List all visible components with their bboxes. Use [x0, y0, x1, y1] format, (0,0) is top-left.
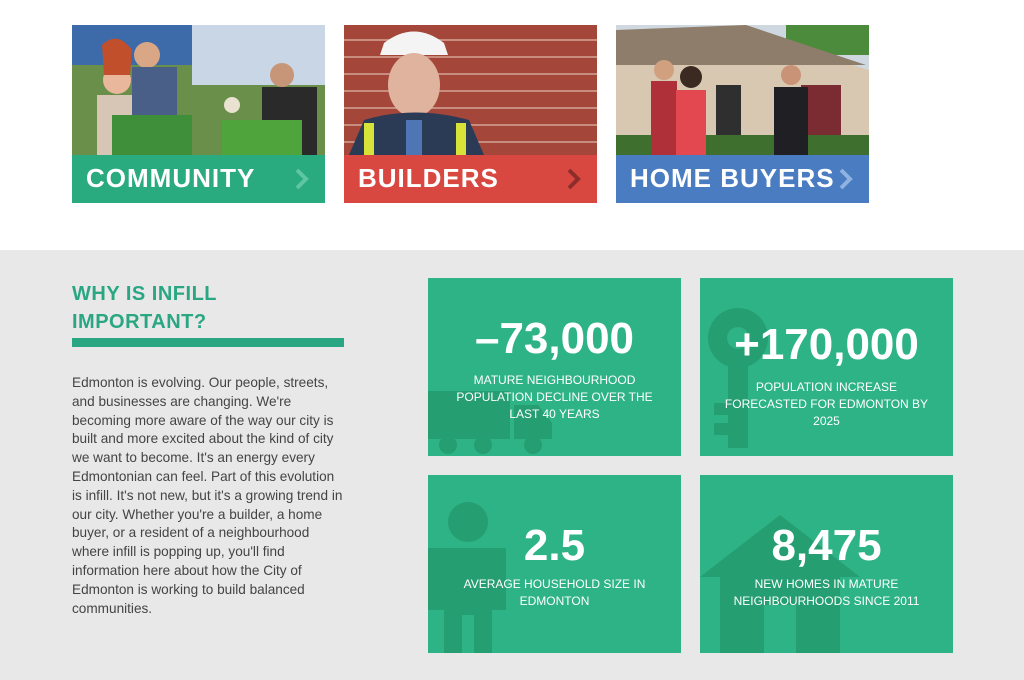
builders-label: BUILDERS: [358, 163, 499, 193]
home-buyers-bar[interactable]: [616, 155, 869, 203]
stat-value: –73,000: [474, 314, 635, 363]
why-infill-heading: [72, 280, 342, 336]
stat-new-homes: [700, 475, 953, 653]
top-section: [0, 0, 1024, 250]
builders-card[interactable]: [344, 25, 597, 203]
community-card[interactable]: [72, 25, 325, 203]
stat-household-size: [428, 475, 681, 653]
stat-population-increase: [700, 278, 953, 456]
chevron-right-icon: [561, 167, 585, 191]
heading-underline: [72, 338, 344, 347]
stat-value: +170,000: [734, 320, 919, 369]
stat-description: NEW HOMES IN MATURE NEIGHBOURHOODS SINCE 2011: [733, 577, 920, 608]
community-bar[interactable]: [72, 155, 325, 203]
stat-value: 8,475: [771, 521, 882, 570]
why-title-line2: IMPORTANT?: [72, 311, 207, 333]
why-infill-body: Edmonton is evolving. Our people, streets, and businesses are changing. We're becoming more aware of the way our city is built and more excited about the kind of city we want to become. It's an energy every Edmontonian can feel. Part of this evolution is infill. It's not new, but it's a growing trend in our city. Whether you're a builder, a home buyer, or a resident of a neighbourhood where infill is popping up, you'll find information here about how the City of Edmonton is working to build balanced communities.: [72, 375, 343, 616]
community-label: COMMUNITY: [86, 163, 256, 193]
stat-value: 2.5: [523, 521, 586, 570]
chevron-right-icon: [289, 167, 313, 191]
stat-description: AVERAGE HOUSEHOLD SIZE IN EDMONTON: [463, 577, 646, 608]
builders-photo: [344, 25, 597, 155]
stat-description: POPULATION INCREASE FORECASTED FOR EDMONTON BY 2025: [724, 380, 929, 428]
chevron-right-icon: [833, 167, 857, 191]
home-buyers-card[interactable]: [616, 25, 869, 203]
home-buyers-photo: [616, 25, 869, 155]
stat-description: MATURE NEIGHBOURHOOD POPULATION DECLINE OVER THE LAST 40 YEARS: [456, 373, 653, 421]
builders-bar[interactable]: [344, 155, 597, 203]
stat-population-decline: [428, 278, 681, 456]
home-buyers-label: HOME BUYERS: [630, 163, 835, 193]
why-title-line1: WHY IS INFILL: [72, 283, 218, 305]
community-photo: [72, 25, 325, 155]
